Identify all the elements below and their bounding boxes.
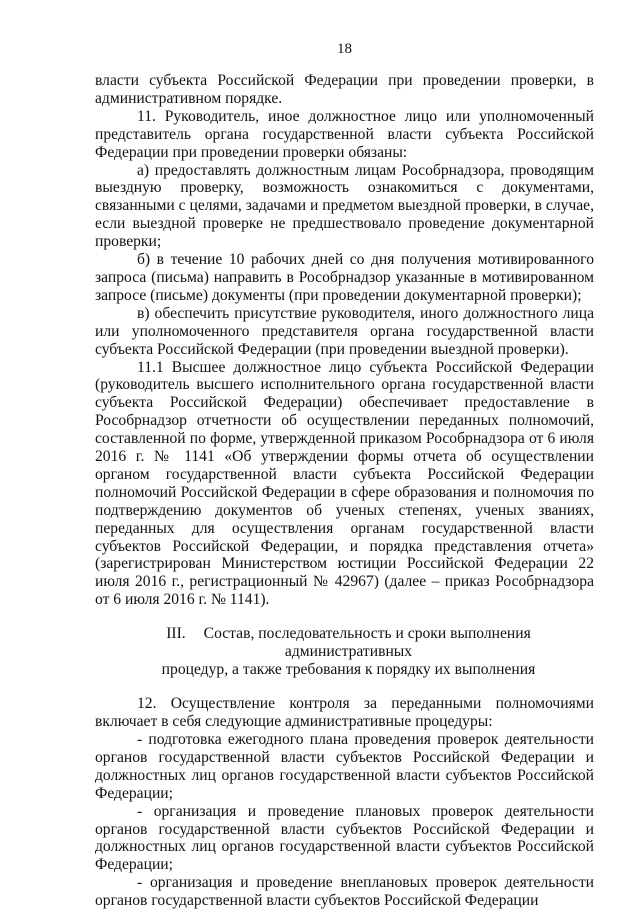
section-heading-line-1 [103, 625, 594, 661]
paragraph-11-b: б) в течение 10 рабочих дней со дня получения мотивированного запроса (письма) направить в Рособрнадзор указанные в мотивированном запросе (письме) документы (при проведении документарной проверки); [95, 251, 594, 304]
paragraph-11-1: 11.1 Высшее должностное лицо субъекта Российской Федерации (руководитель высшего исполнительного органа государственной власти субъекта Российской Федерации) обеспечивает предоставление в Рособрнадзор отчетности об осуществлении переданных полномочий, составленной по форме, утвержденной приказом Рособрнадзора от 6 июля 2016 г. № 1141 «Об утверждении формы отчета об осуществлении органом государственной власти субъекта Российской Федерации полномочий Российской Федерации в сфере образования и полномочия по подтверждению документов об ученых степенях, ученых званиях, переданных для осуществления органам государственной власти субъектов Российской Федерации, и порядка представления отчета» (зарегистрирован Министерством юстиции Российской Федерации 22 июля 2016 г., регистрационный № 42967) (далее – приказ Рособрнадзора от 6 июля 2016 г. № 1141). [95, 358, 594, 609]
paragraph-11-c: в) обеспечить присутствие руководителя, иного должностного лица или уполномоченного представителя органа государственной власти субъекта Российской Федерации (при проведении выездной проверки). [95, 304, 594, 358]
list-item-planned-inspections: - организация и проведение плановых проверок деятельности органов государственной власти субъектов Российской Федерации и должностных лиц органов государственной власти субъектов Российской Федерации; [95, 802, 594, 874]
paragraph-11: 11. Руководитель, иное должностное лицо или уполномоченный представитель органа государственной власти субъекта Российской Федерации при проведении проверки обязаны: [95, 107, 594, 161]
section-numeral: III. [166, 625, 186, 643]
body-text-top [95, 72, 594, 609]
body-text-bottom [95, 695, 594, 910]
section-title-line-2: процедур, а также требования к порядку их выполнения [161, 661, 536, 679]
section-title-line-1: Состав, последовательность и сроки выполнения административных [203, 625, 531, 661]
paragraph-11-a: а) предоставлять должностным лицам Рособрнадзора, проводящим выездную проверку, возможность ознакомиться с документами, связанными с целями, задачами и предметом выездной проверки, в случае, если выездной проверке не предшествовало проведение документарной проверки; [95, 161, 594, 251]
paragraph-12: 12. Осуществление контроля за переданными полномочиями включает в себя следующие административные процедуры: [95, 695, 594, 731]
paragraph-continuation: власти субъекта Российской Федерации при проведении проверки, в административном порядке. [95, 72, 594, 107]
list-item-unscheduled-inspections: - организация и проведение внеплановых проверок деятельности органов государственной власти субъектов Российской Федерации [95, 874, 594, 910]
list-item-annual-plan: - подготовка ежегодного плана проведения проверок деятельности органов государственной власти субъектов Российской Федерации и должностных лиц органов государственной власти субъектов Российской Федерации; [95, 731, 594, 802]
page-number: 18 [337, 41, 352, 57]
section-heading [95, 625, 594, 679]
